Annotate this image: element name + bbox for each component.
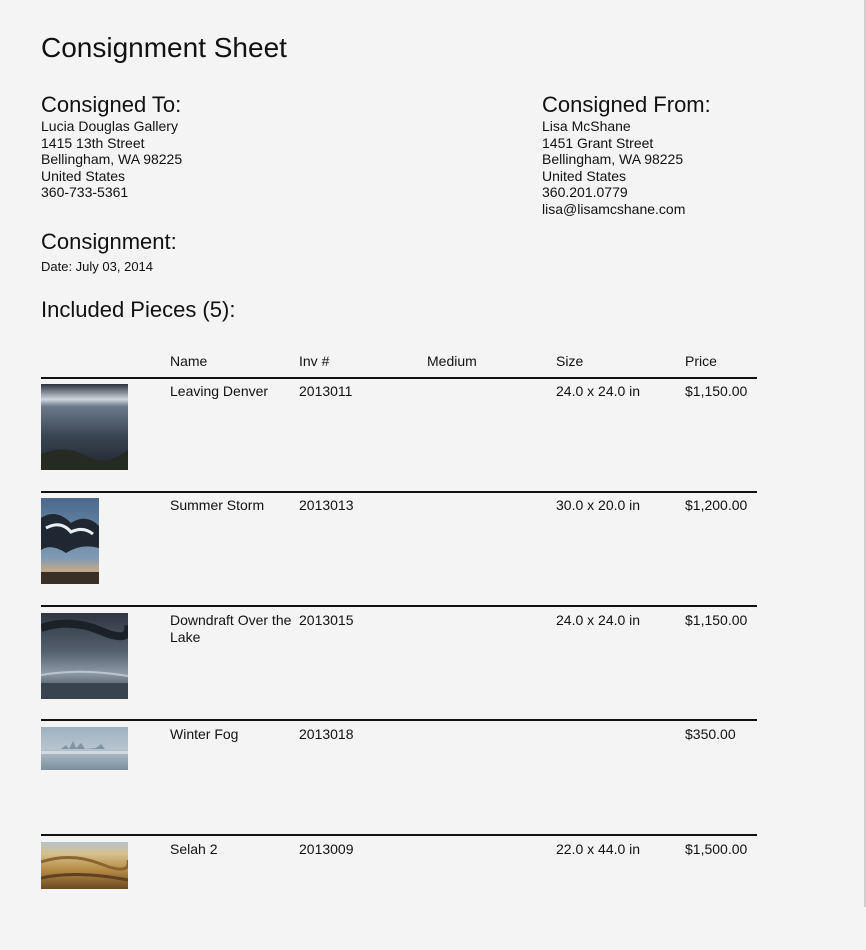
table-row — [41, 836, 757, 950]
piece-name: Winter Fog — [170, 726, 239, 742]
piece-inv: 2013015 — [299, 612, 354, 628]
consignment-block — [41, 229, 177, 274]
piece-inv: 2013011 — [299, 383, 353, 399]
piece-name: Selah 2 — [170, 841, 218, 857]
artwork-thumbnail — [41, 384, 128, 470]
artwork-thumbnail — [41, 498, 99, 584]
consignment-date: Date: July 03, 2014 — [41, 259, 154, 274]
piece-size: 24.0 x 24.0 in — [556, 612, 641, 628]
piece-inv: 2013009 — [299, 841, 354, 857]
table-row — [41, 492, 757, 606]
address-line: Bellingham, WA 98225 — [542, 151, 684, 168]
address-line: Lucia Douglas Gallery — [41, 118, 178, 134]
piece-price: $1,500.00 — [685, 841, 748, 857]
column-header-size: Size — [556, 353, 584, 369]
artwork-thumbnail — [41, 613, 128, 699]
table-row — [41, 378, 757, 492]
consigned-to-heading: Consigned To: — [41, 92, 182, 117]
piece-price: $1,150.00 — [685, 612, 748, 628]
address-line: 1451 Grant Street — [542, 134, 654, 151]
artwork-thumbnail — [41, 842, 128, 889]
address-line: Lisa McShane — [542, 118, 631, 134]
piece-name: Downdraft Over the Lake — [170, 612, 292, 645]
address-line: United States — [41, 167, 126, 184]
table-row — [41, 607, 757, 721]
piece-size: 22.0 x 44.0 in — [556, 841, 641, 857]
phone-line: 360-733-5361 — [41, 184, 129, 201]
table-row — [41, 721, 757, 835]
address-line: Bellingham, WA 98225 — [41, 151, 183, 168]
column-header-name: Name — [170, 353, 208, 369]
address-line: 1415 13th Street — [41, 134, 145, 151]
column-header-price: Price — [685, 353, 717, 369]
included-pieces-heading: Included Pieces (5): — [41, 297, 236, 322]
consigned-from-heading: Consigned From: — [542, 92, 711, 117]
piece-name: Leaving Denver — [170, 383, 269, 399]
email-line: lisa@lisamcshane.com — [542, 200, 686, 217]
address-line: United States — [542, 167, 627, 184]
consigned-from-block — [542, 92, 711, 218]
consigned-to-address — [41, 118, 182, 201]
consigned-to-block — [41, 92, 182, 201]
consigned-from-address — [542, 118, 711, 218]
column-header-medium: Medium — [427, 353, 477, 369]
piece-name: Summer Storm — [170, 497, 265, 513]
page-title: Consignment Sheet — [41, 32, 287, 63]
piece-size: 24.0 x 24.0 in — [556, 383, 641, 399]
piece-inv: 2013013 — [299, 497, 354, 513]
artwork-thumbnail — [41, 727, 128, 770]
piece-price: $1,200.00 — [685, 497, 748, 513]
column-header-inv: Inv # — [299, 353, 330, 369]
phone-line: 360.201.0779 — [542, 184, 628, 201]
consignment-heading: Consignment: — [41, 229, 177, 254]
table-header — [41, 353, 757, 379]
piece-size: 30.0 x 20.0 in — [556, 497, 641, 513]
piece-price: $350.00 — [685, 726, 736, 742]
piece-price: $1,150.00 — [685, 383, 748, 399]
piece-inv: 2013018 — [299, 726, 354, 742]
